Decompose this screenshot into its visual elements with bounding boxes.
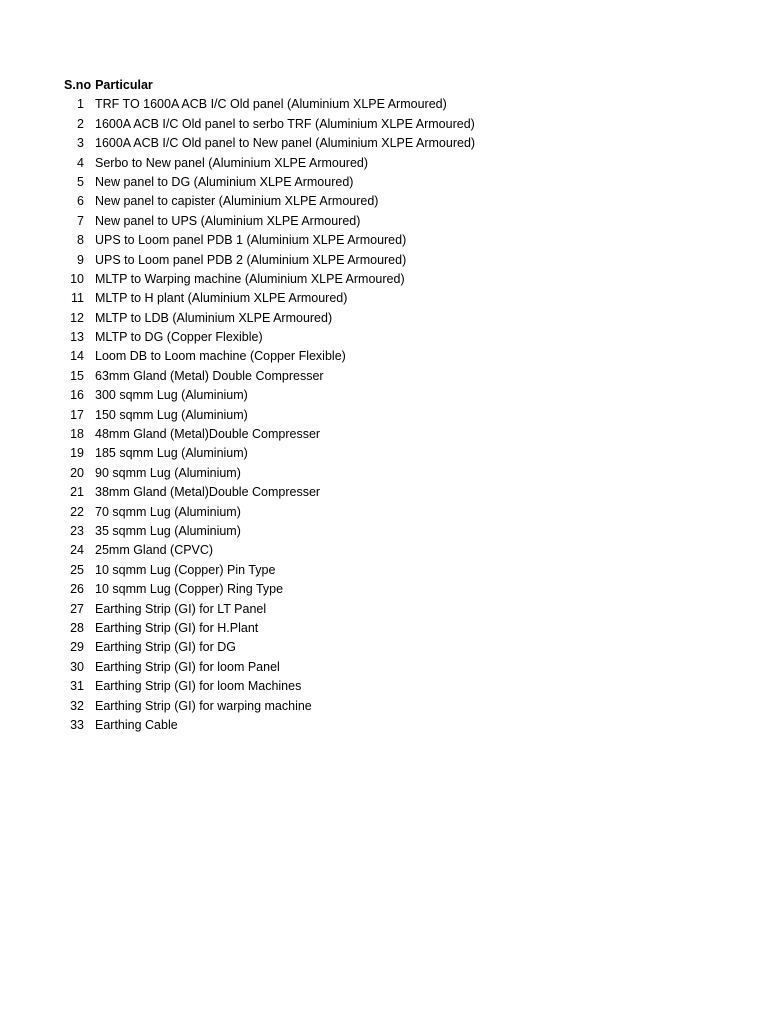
table-row: [64, 347, 475, 366]
row-sno: 6: [77, 194, 84, 209]
row-particular: 10 sqmm Lug (Copper) Ring Type: [95, 582, 284, 597]
row-particular: Earthing Strip (GI) for H.Plant: [95, 620, 259, 635]
row-sno: 15: [70, 368, 84, 383]
row-particular: 1600A ACB I/C Old panel to New panel (Aluminium XLPE Armoured): [95, 136, 476, 151]
table-row: [64, 444, 475, 463]
row-sno: 7: [77, 213, 84, 228]
table-row: [64, 289, 475, 308]
row-sno: 5: [77, 174, 84, 189]
table-row: [64, 638, 475, 657]
row-sno: 29: [70, 640, 84, 655]
row-sno: 10: [70, 271, 84, 286]
table-row: [64, 697, 475, 716]
row-sno: 33: [70, 717, 84, 732]
row-particular: 25mm Gland (CPVC): [95, 543, 214, 558]
table-row: [64, 483, 475, 502]
table-row: [64, 386, 475, 405]
header-particular: Particular: [95, 78, 153, 92]
table-row: [64, 619, 475, 638]
table-row: [64, 309, 475, 328]
row-particular: Earthing Strip (GI) for loom Machines: [95, 679, 302, 694]
table-row: [64, 270, 475, 289]
row-particular: New panel to UPS (Aluminium XLPE Armoured): [95, 213, 361, 228]
row-sno: 31: [70, 679, 84, 694]
row-sno: 22: [70, 504, 84, 519]
row-particular: Earthing Strip (GI) for loom Panel: [95, 659, 280, 674]
table-row: [64, 328, 475, 347]
header-sno: S.no: [64, 78, 92, 92]
row-particular: 38mm Gland (Metal)Double Compresser: [95, 485, 321, 500]
row-sno: 30: [70, 659, 84, 674]
table-row: [64, 173, 475, 192]
row-particular: MLTP to H plant (Aluminium XLPE Armoured): [95, 291, 348, 306]
table-row: [64, 231, 475, 250]
table-body: [64, 95, 475, 735]
row-sno: 12: [70, 310, 84, 325]
row-sno: 24: [70, 543, 84, 558]
row-sno: 9: [77, 252, 84, 267]
row-sno: 8: [77, 233, 84, 248]
table-row: [64, 541, 475, 560]
table-row: [64, 503, 475, 522]
row-sno: 20: [70, 465, 84, 480]
table-row: [64, 406, 475, 425]
row-particular: MLTP to LDB (Aluminium XLPE Armoured): [95, 310, 333, 325]
row-sno: 2: [77, 116, 84, 131]
table-row: [64, 716, 475, 735]
row-particular: Earthing Cable: [95, 717, 178, 732]
table-row: [64, 561, 475, 580]
row-particular: Earthing Strip (GI) for LT Panel: [95, 601, 267, 616]
row-sno: 4: [77, 155, 84, 170]
row-sno: 18: [70, 427, 84, 442]
table-row: [64, 115, 475, 134]
row-sno: 23: [70, 523, 84, 538]
table-row: [64, 580, 475, 599]
table-row: [64, 425, 475, 444]
row-particular: 300 sqmm Lug (Aluminium): [95, 388, 248, 403]
row-sno: 1: [77, 97, 84, 112]
row-particular: 90 sqmm Lug (Aluminium): [95, 465, 241, 480]
table-row: [64, 522, 475, 541]
row-sno: 25: [70, 562, 84, 577]
row-particular: 35 sqmm Lug (Aluminium): [95, 523, 241, 538]
row-particular: UPS to Loom panel PDB 2 (Aluminium XLPE Armoured): [95, 252, 407, 267]
table-row: [64, 251, 475, 270]
row-particular: MLTP to DG (Copper Flexible): [95, 330, 263, 345]
row-sno: 21: [70, 485, 84, 500]
row-sno: 13: [70, 330, 84, 345]
row-particular: 150 sqmm Lug (Aluminium): [95, 407, 248, 422]
table-row: [64, 600, 475, 619]
table-header-row: [64, 76, 475, 95]
row-particular: 1600A ACB I/C Old panel to serbo TRF (Aluminium XLPE Armoured): [95, 116, 475, 131]
row-sno: 11: [71, 291, 84, 306]
table-row: [64, 154, 475, 173]
row-particular: Loom DB to Loom machine (Copper Flexible): [95, 349, 346, 364]
document-table: [64, 76, 475, 735]
row-sno: 3: [77, 136, 84, 151]
row-sno: 28: [70, 620, 84, 635]
row-particular: 10 sqmm Lug (Copper) Pin Type: [95, 562, 276, 577]
row-particular: 48mm Gland (Metal)Double Compresser: [95, 427, 321, 442]
row-particular: Earthing Strip (GI) for warping machine: [95, 698, 312, 713]
row-particular: 185 sqmm Lug (Aluminium): [95, 446, 248, 461]
row-sno: 17: [70, 407, 84, 422]
table-row: [64, 677, 475, 696]
row-sno: 27: [70, 601, 84, 616]
table-row: [64, 95, 475, 114]
row-particular: 70 sqmm Lug (Aluminium): [95, 504, 241, 519]
row-sno: 32: [70, 698, 84, 713]
row-particular: TRF TO 1600A ACB I/C Old panel (Aluminium XLPE Armoured): [95, 97, 447, 112]
table-row: [64, 658, 475, 677]
row-particular: Earthing Strip (GI) for DG: [95, 640, 237, 655]
row-sno: 14: [70, 349, 84, 364]
row-sno: 26: [70, 582, 84, 597]
row-particular: UPS to Loom panel PDB 1 (Aluminium XLPE Armoured): [95, 233, 407, 248]
row-particular: New panel to DG (Aluminium XLPE Armoured): [95, 174, 354, 189]
row-particular: Serbo to New panel (Aluminium XLPE Armoured): [95, 155, 369, 170]
row-particular: New panel to capister (Aluminium XLPE Armoured): [95, 194, 379, 209]
row-particular: MLTP to Warping machine (Aluminium XLPE Armoured): [95, 271, 405, 286]
row-particular: 63mm Gland (Metal) Double Compresser: [95, 368, 324, 383]
table-row: [64, 212, 475, 231]
table-row: [64, 192, 475, 211]
row-sno: 16: [70, 388, 84, 403]
table-row: [64, 367, 475, 386]
table-row: [64, 464, 475, 483]
row-sno: 19: [70, 446, 84, 461]
table-row: [64, 134, 475, 153]
